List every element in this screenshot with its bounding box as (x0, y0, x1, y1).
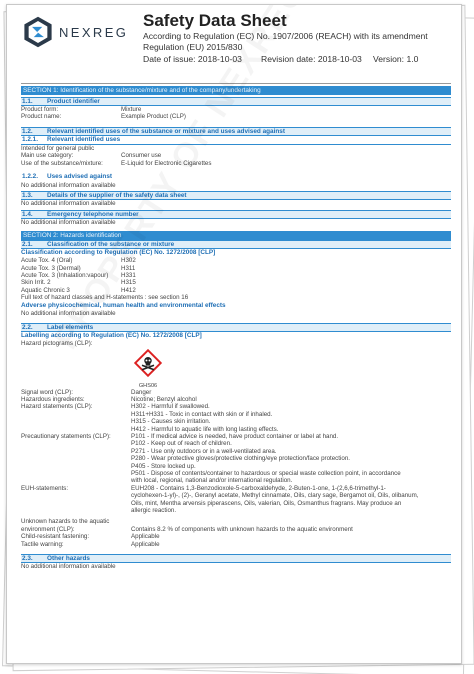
hazard-class-row: Acute Tox. 3 (Inhalation:vapour) H331 (21, 272, 136, 280)
precautionary-statement: with local, regional, national and/or international regulation. (131, 477, 293, 485)
labelling-heading: Labelling according to Regulation (EC) No. 1272/2008 [CLP] (21, 332, 202, 340)
section-2-bar: SECTION 2: Hazards identification (21, 231, 451, 240)
subsection-2-1: 2.1. Classification of the substance or mixture (21, 240, 451, 249)
ghs06-pictogram (129, 348, 167, 389)
pictograms-label: Hazard pictograms (CLP): (21, 340, 93, 348)
child-resistant-row: Child-resistant fastening: Applicable (21, 533, 160, 541)
precautionary-statements-row: Precautionary statements (CLP): P101 - If medical advice is needed, have product container or label at hand. P102 - Keep out of reach of children. P271 - Use only outdoors or in a well-ventilated area. P280 - Wear protective gloves/protective clothing/eye protection/face protection. P405 - Store locked up. P501 - Dispose of contents/container to hazardous or special waste collection point, in accordance with local, regional, national and/or international regulation. (21, 433, 451, 485)
nexreg-logo-icon (21, 15, 55, 49)
adverse-effects-heading: Adverse physicochemical, human health and environmental effects (21, 301, 226, 309)
main-use-row: Main use category: Consumer use (21, 152, 162, 160)
subsection-1-1: 1.1. Product identifier (21, 97, 451, 106)
signal-word-row: Signal word (CLP): Danger (21, 388, 152, 396)
brand-name: NEXREG (59, 24, 129, 40)
hazard-class-row: Acute Tox. 4 (Oral) H302 (21, 257, 136, 265)
precautionary-statement: P280 - Wear protective gloves/protective clothing/eye protection/face protection. (131, 455, 350, 463)
no-info-text: No additional information available (21, 200, 116, 208)
section-1-bar: SECTION 1: Identification of the substance/mixture and of the company/undertaking (21, 86, 451, 95)
hazard-class-row: Skin Irrit. 2 H315 (21, 279, 136, 287)
tactile-warning-row: Tactile warning: Applicable (21, 540, 160, 548)
document-page (6, 4, 462, 664)
unknown-hazards-row: Unknown hazards to the aquatic environment (CLP): Contains 8.2 % of components with unknown hazards to the aquatic environment (21, 518, 353, 533)
hazard-statement: H302 - Harmful if swallowed. (131, 403, 210, 411)
subsection-1-2-2: 1.2.2. Uses advised against (22, 173, 113, 181)
hazard-class-row: Acute Tox. 3 (Dermal) H311 (21, 264, 136, 272)
no-info-text: No additional information available (21, 309, 116, 317)
date-of-issue: Date of issue: 2018-10-03 (143, 54, 242, 64)
product-name-row: Product name: Example Product (CLP) (21, 113, 186, 121)
precautionary-statement: P102 - Keep out of reach of children. (131, 440, 232, 448)
no-info-text: No additional information available (21, 182, 116, 190)
euh-statements-row: EUH-statements: EUH208 - Contains 1,3-Benzodioxole-5-carboxaldehyde, 2-Buten-1-one, 1-(2,6,6-trimethyl-1- cyclohexen-1-yl)-, (2)-, Geranyl acetate, Methyl cinnamate, Oils, clary sage, Bergamot oil, Oils, olibanum, Oils, mint, Mentha arvensis piperascens, Oils, valerian, Oils, Osmanthus fragrans. May produce an allergic reaction. (21, 484, 419, 514)
precautionary-statement: P101 - If medical advice is needed, have product container or label at hand. (131, 432, 339, 440)
subsection-2-3: 2.3. Other hazards (21, 554, 451, 563)
subsection-1-2-1: 1.2.1. Relevant identified uses (21, 136, 451, 145)
subsection-2-2: 2.2. Label elements (21, 323, 451, 332)
clp-classification-heading: Classification according to Regulation (EC) No. 1272/2008 [CLP] (21, 249, 216, 257)
hazard-statement: H315 - Causes skin irritation. (131, 418, 211, 426)
header-divider (21, 83, 451, 84)
intended-use: Intended for general public (21, 144, 95, 152)
document-title: Safety Data Sheet (143, 11, 287, 30)
revision-date: Revision date: 2018-10-03 (261, 54, 362, 64)
pictogram-caption: GHS06 (138, 382, 158, 389)
precautionary-statement: P501 - Dispose of contents/container to hazardous or special waste collection point, in accordance (131, 469, 401, 477)
product-form-row: Product form: Mixture (21, 106, 142, 113)
use-row: Use of the substance/mixture: E-Liquid for Electronic Cigarettes (21, 159, 212, 167)
precautionary-statement: P271 - Use only outdoors or in a well-ventilated area. (131, 447, 277, 455)
subsection-1-2: 1.2. Relevant identified uses of the substance or mixture and uses advised against (21, 127, 451, 136)
ingredients-row: Hazardous ingredients: Nicotine; Benzyl alcohol (21, 395, 197, 403)
hazard-statement: H311+H331 - Toxic in contact with skin or if inhaled. (131, 410, 273, 418)
document-header (21, 11, 451, 77)
document-subtitle: According to Regulation (EC) No. 1907/2006 (REACH) with its amendment Regulation (EU) 2015/830 (143, 31, 428, 52)
document-dates (143, 54, 451, 64)
precautionary-statement: P405 - Store locked up. (131, 462, 196, 470)
no-info-text: No additional information available (21, 563, 116, 571)
full-text-note: Full text of hazard classes and H-statements : see section 16 (21, 294, 189, 302)
brand-logo (21, 15, 143, 49)
no-info-text: No additional information available (21, 218, 116, 226)
hazard-statements-row: Hazard statements (CLP): H302 - Harmful if swallowed. H311+H331 - Toxic in contact with skin or if inhaled. H315 - Causes skin irritation. H412 - Harmful to aquatic life with long lasting effects. (21, 403, 451, 433)
hazard-statement: H412 - Harmful to aquatic life with long lasting effects. (131, 425, 279, 433)
version: Version: 1.0 (373, 54, 419, 64)
skull-crossbones-icon (133, 348, 163, 378)
hazard-class-row: Aquatic Chronic 3 H412 (21, 286, 136, 294)
subsection-1-4: 1.4. Emergency telephone number (21, 210, 451, 219)
subsection-1-3: 1.3. Details of the supplier of the safety data sheet (21, 191, 451, 200)
